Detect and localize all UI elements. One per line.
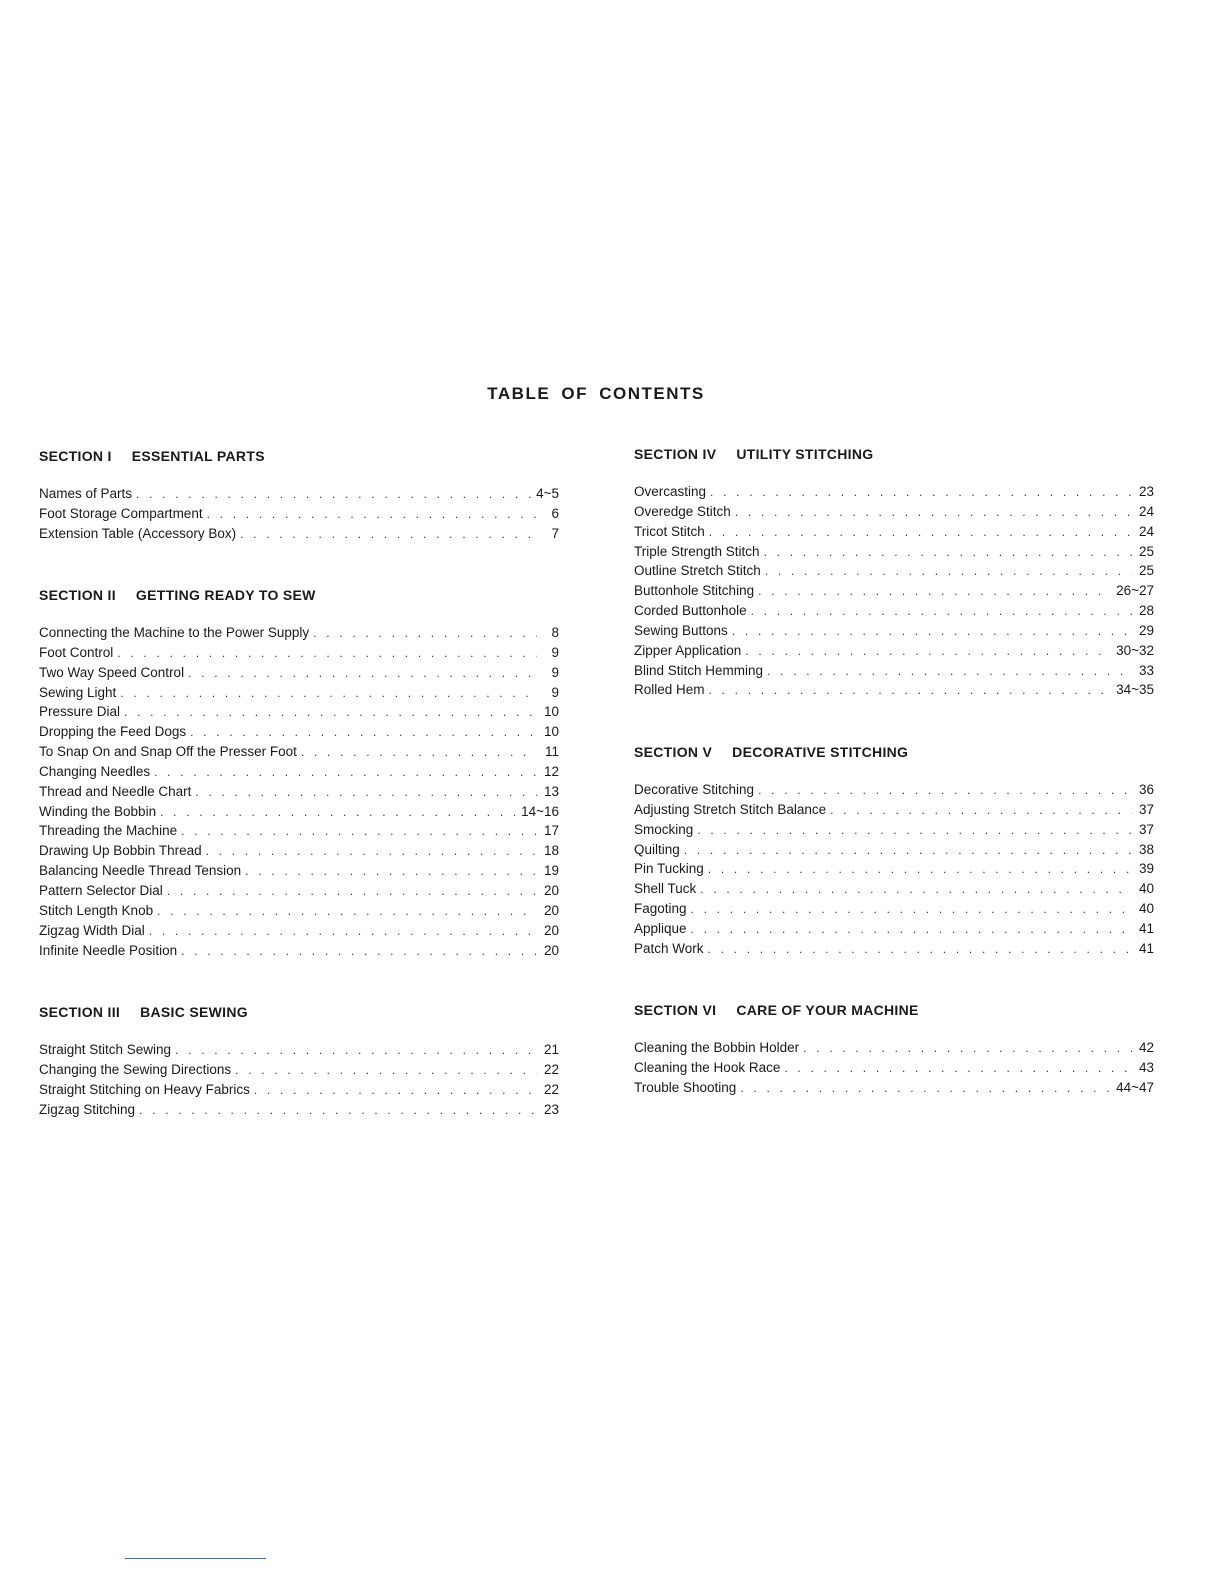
section-number: SECTION I [39, 448, 112, 464]
dot-leader [732, 622, 1132, 642]
dot-leader [139, 1101, 537, 1121]
toc-entry[interactable] [39, 1100, 559, 1120]
toc-entry-title: Connecting the Machine to the Power Supply [39, 625, 310, 640]
toc-entry-page: 28 [1138, 603, 1154, 619]
dot-leader [117, 644, 537, 664]
dot-leader [764, 543, 1132, 563]
dot-leader [240, 525, 537, 545]
section-heading [39, 585, 559, 605]
toc-entry-page: 34~35 [1116, 682, 1154, 698]
dot-leader [120, 684, 537, 704]
toc-entry-title: Pin Tucking [634, 861, 704, 877]
toc-entry-title: Pressure Dial [39, 704, 121, 720]
toc-entry-title: Changing Needles [39, 763, 151, 779]
toc-entry-title: Names of Parts [39, 486, 133, 501]
toc-entry-page: 18 [543, 843, 559, 859]
toc-entry-title: Foot Storage Compartment [39, 505, 203, 521]
toc-entry-page: 36 [1138, 782, 1154, 797]
section-decorative-stitching [634, 742, 1154, 959]
toc-entry-page: 40 [1138, 881, 1154, 897]
toc-entry-title: Overcasting [634, 484, 707, 499]
toc-entry[interactable] [39, 702, 559, 722]
toc-entry-page: 22 [543, 1081, 559, 1097]
dot-leader [181, 822, 537, 842]
toc-entry[interactable] [39, 683, 559, 703]
toc-entry[interactable] [39, 782, 559, 802]
toc-entry[interactable] [634, 899, 1154, 919]
toc-entry-page: 9 [551, 684, 559, 700]
dot-leader [758, 582, 1112, 602]
toc-entry[interactable] [634, 522, 1154, 542]
page-title: TABLE OF CONTENTS [487, 384, 705, 403]
toc-entry[interactable] [634, 800, 1154, 820]
toc-entry-title: Applique [634, 920, 687, 936]
dot-leader [709, 523, 1132, 543]
toc-entry-title: Cleaning the Hook Race [634, 1059, 781, 1075]
toc-entry-page: 26~27 [1116, 583, 1154, 599]
dot-leader [767, 662, 1132, 682]
toc-entry-title: Pattern Selector Dial [39, 882, 163, 898]
toc-entry-title: Straight Stitching on Heavy Fabrics [39, 1081, 250, 1097]
toc-entry-page: 33 [1138, 662, 1154, 678]
dot-leader [708, 940, 1132, 960]
toc-entry-title: Zipper Application [634, 642, 742, 658]
dot-leader [684, 841, 1132, 861]
toc-entry-page: 24 [1138, 503, 1154, 519]
toc-entry-title: Rolled Hem [634, 682, 705, 698]
dot-leader [301, 743, 537, 763]
toc-entry-title: Two Way Speed Control [39, 664, 185, 680]
toc-entry-page: 22 [543, 1061, 559, 1077]
dot-leader [157, 902, 537, 922]
toc-entry-title: Blind Stitch Hemming [634, 662, 764, 678]
dot-leader [181, 942, 537, 962]
toc-entry-page: 42 [1138, 1040, 1154, 1055]
toc-entry[interactable] [634, 1038, 1154, 1058]
section-name: GETTING READY TO SEW [135, 587, 316, 603]
toc-entry-page: 41 [1138, 940, 1154, 956]
toc-entry-list [634, 780, 1154, 959]
toc-entry-page: 17 [543, 823, 559, 839]
toc-entry-page: 37 [1138, 801, 1154, 817]
dot-leader [765, 562, 1132, 582]
toc-entry-title: Cleaning the Bobbin Holder [634, 1040, 800, 1055]
toc-entry-page: 23 [543, 1101, 559, 1117]
toc-entry-title: Thread and Needle Chart [39, 783, 192, 799]
dot-leader [175, 1041, 537, 1061]
toc-entry-page: 10 [543, 724, 559, 740]
toc-entry[interactable] [39, 762, 559, 782]
dot-leader [190, 723, 537, 743]
toc-entry[interactable] [39, 524, 559, 544]
section-number: SECTION IV [634, 446, 717, 462]
toc-entry-page: 20 [543, 922, 559, 938]
toc-entry-title: Dropping the Feed Dogs [39, 724, 187, 740]
toc-entry-title: Threading the Machine [39, 823, 178, 839]
section-basic-sewing [39, 1002, 559, 1119]
toc-entry-page: 11 [544, 744, 559, 760]
section-number: SECTION VI [634, 1002, 717, 1018]
toc-entry-page: 37 [1138, 821, 1154, 837]
toc-entry-page: 12 [543, 763, 559, 779]
toc-entry[interactable] [634, 780, 1154, 800]
toc-entry[interactable] [634, 879, 1154, 899]
dot-leader [313, 624, 537, 644]
toc-entry-page: 29 [1138, 622, 1154, 638]
toc-entry[interactable] [634, 542, 1154, 562]
toc-entry-page: 19 [543, 863, 559, 879]
toc-entry-title: Balancing Needle Thread Tension [39, 863, 242, 879]
toc-entry[interactable] [634, 581, 1154, 601]
toc-entry-page: 14~16 [521, 803, 559, 819]
dot-leader [708, 860, 1132, 880]
dot-leader [136, 485, 532, 505]
dot-leader [154, 763, 537, 783]
toc-entry-page: 44~47 [1116, 1079, 1154, 1095]
toc-entry-title: Foot Control [39, 644, 114, 660]
toc-entry-page: 9 [551, 644, 559, 660]
toc-entry[interactable] [39, 821, 559, 841]
toc-entry[interactable] [634, 601, 1154, 621]
toc-entry-page: 4~5 [536, 486, 559, 501]
toc-entry-list [39, 623, 559, 960]
toc-entry-page: 6 [551, 505, 559, 521]
toc-entry-title: Adjusting Stretch Stitch Balance [634, 801, 827, 817]
toc-entry[interactable] [634, 641, 1154, 661]
toc-entry-page: 20 [543, 882, 559, 898]
section-number: SECTION II [39, 587, 116, 603]
dot-leader [254, 1081, 537, 1101]
toc-entry-title: To Snap On and Snap Off the Presser Foot [39, 744, 297, 760]
section-number: SECTION III [39, 1004, 121, 1020]
toc-entry-page: 43 [1138, 1059, 1154, 1075]
toc-entry-title: Extension Table (Accessory Box) [39, 525, 237, 541]
dot-leader [803, 1039, 1132, 1059]
section-name: DECORATIVE STITCHING [732, 744, 909, 760]
toc-entry-title: Changing the Sewing Directions [39, 1061, 232, 1077]
toc-entry-page: 30~32 [1116, 642, 1154, 658]
toc-entry[interactable] [634, 621, 1154, 641]
dot-leader [195, 783, 537, 803]
dot-leader [160, 803, 517, 823]
toc-entry-title: Fagoting [634, 901, 687, 917]
toc-entry-page: 40 [1138, 901, 1154, 917]
section-getting-ready [39, 585, 559, 960]
toc-entry-title: Zigzag Width Dial [39, 922, 145, 938]
toc-entry-title: Outline Stretch Stitch [634, 563, 761, 579]
toc-entry[interactable] [39, 722, 559, 742]
toc-entry-title: Drawing Up Bobbin Thread [39, 843, 202, 859]
toc-entry-page: 10 [543, 704, 559, 720]
section-heading [634, 444, 1154, 464]
toc-entry[interactable] [634, 561, 1154, 581]
dot-leader [188, 664, 537, 684]
toc-entry-list [39, 1040, 559, 1119]
dot-leader [206, 842, 537, 862]
section-essential-parts [39, 446, 559, 544]
dot-leader [751, 602, 1132, 622]
toc-entry[interactable] [39, 941, 559, 961]
toc-entry[interactable] [634, 661, 1154, 681]
toc-entry[interactable] [39, 901, 559, 921]
toc-entry-title: Quilting [634, 841, 680, 857]
toc-entry-page: 20 [543, 942, 559, 958]
toc-entry[interactable] [634, 1078, 1154, 1098]
toc-entry[interactable] [39, 1080, 559, 1100]
toc-entry-page: 13 [543, 783, 559, 799]
toc-entry[interactable] [634, 859, 1154, 879]
toc-entry-page: 8 [551, 625, 559, 640]
toc-entry[interactable] [634, 1058, 1154, 1078]
section-name: CARE OF YOUR MACHINE [736, 1002, 919, 1018]
toc-entry[interactable] [39, 504, 559, 524]
toc-entry[interactable] [39, 484, 559, 504]
dot-leader [700, 880, 1132, 900]
toc-entry-page: 25 [1138, 543, 1154, 559]
toc-entry[interactable] [634, 482, 1154, 502]
toc-entry-title: Zigzag Stitching [39, 1101, 136, 1117]
toc-entry[interactable] [634, 840, 1154, 860]
toc-entry-title: Trouble Shooting [634, 1079, 737, 1095]
section-heading [39, 446, 559, 466]
toc-entry-title: Overedge Stitch [634, 503, 731, 519]
toc-entry-title: Sewing Buttons [634, 622, 728, 638]
toc-entry-title: Tricot Stitch [634, 523, 705, 539]
dot-leader [235, 1061, 537, 1081]
dot-leader [124, 703, 537, 723]
toc-entry-title: Triple Strength Stitch [634, 543, 760, 559]
toc-entry-page: 24 [1138, 523, 1154, 539]
toc-entry-title: Decorative Stitching [634, 782, 755, 797]
dot-leader [691, 900, 1132, 920]
toc-entry-title: Patch Work [634, 940, 704, 956]
toc-entry-title: Infinite Needle Position [39, 942, 178, 958]
toc-entry[interactable] [39, 643, 559, 663]
toc-entry[interactable] [634, 939, 1154, 959]
dot-leader [735, 503, 1132, 523]
toc-entry-list [634, 1038, 1154, 1098]
dot-leader [710, 483, 1132, 503]
toc-entry[interactable] [39, 1060, 559, 1080]
section-care-of-machine [634, 1000, 1154, 1098]
toc-entry-list [634, 482, 1154, 700]
toc-entry-page: 39 [1138, 861, 1154, 877]
dot-leader [149, 922, 537, 942]
dot-leader [740, 1079, 1112, 1099]
section-heading [634, 742, 1154, 762]
toc-entry[interactable] [634, 919, 1154, 939]
toc-entry-title: Sewing Light [39, 684, 117, 700]
toc-entry[interactable] [39, 881, 559, 901]
section-utility-stitching [634, 444, 1154, 700]
toc-entry-title: Winding the Bobbin [39, 803, 157, 819]
dot-leader [745, 642, 1112, 662]
toc-entry-page: 20 [543, 902, 559, 918]
section-heading [39, 1002, 559, 1022]
dot-leader [207, 505, 537, 525]
toc-entry[interactable] [39, 802, 559, 822]
section-number: SECTION V [634, 744, 713, 760]
toc-entry[interactable] [634, 680, 1154, 700]
dot-leader [709, 681, 1113, 701]
toc-entry-title: Stitch Length Knob [39, 902, 154, 918]
toc-entry[interactable] [39, 841, 559, 861]
toc-entry[interactable] [39, 742, 559, 762]
section-name: ESSENTIAL PARTS [131, 448, 265, 464]
section-heading [634, 1000, 1154, 1020]
section-name: UTILITY STITCHING [736, 446, 874, 462]
toc-entry-title: Smocking [634, 821, 694, 837]
toc-entry-page: 9 [551, 664, 559, 680]
toc-entry-list [39, 484, 559, 544]
toc-entry-page: 7 [551, 525, 559, 541]
toc-entry-title: Buttonhole Stitching [634, 583, 755, 599]
dot-leader [758, 781, 1132, 801]
toc-entry[interactable] [634, 502, 1154, 522]
toc-entry[interactable] [39, 1040, 559, 1060]
footer-rule [125, 1558, 266, 1559]
toc-entry-page: 38 [1138, 841, 1154, 857]
dot-leader [167, 882, 537, 902]
toc-entry-title: Straight Stitch Sewing [39, 1042, 172, 1057]
toc-entry-page: 41 [1138, 920, 1154, 936]
dot-leader [830, 801, 1132, 821]
section-name: BASIC SEWING [140, 1004, 248, 1020]
toc-entry-page: 25 [1138, 563, 1154, 579]
toc-entry[interactable] [39, 921, 559, 941]
toc-entry[interactable] [39, 861, 559, 881]
toc-entry[interactable] [39, 663, 559, 683]
dot-leader [245, 862, 537, 882]
dot-leader [784, 1059, 1132, 1079]
dot-leader [697, 821, 1132, 841]
toc-entry-page: 23 [1138, 484, 1154, 499]
toc-entry[interactable] [39, 623, 559, 643]
toc-entry[interactable] [634, 820, 1154, 840]
toc-entry-title: Shell Tuck [634, 881, 697, 897]
toc-entry-title: Corded Buttonhole [634, 603, 747, 619]
dot-leader [691, 920, 1132, 940]
toc-entry-page: 21 [543, 1042, 559, 1057]
